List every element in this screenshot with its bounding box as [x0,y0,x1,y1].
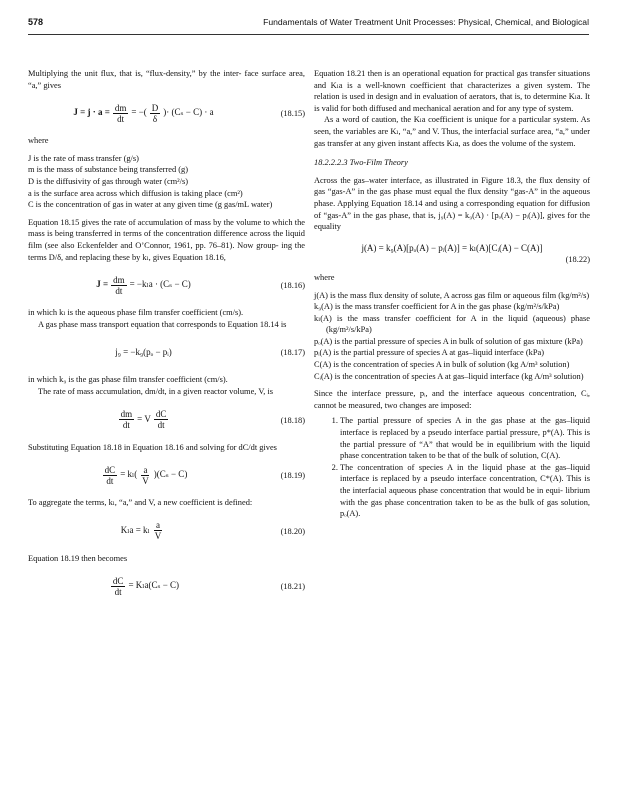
equation-18-18 [28,408,305,432]
eq-num: dm [114,102,127,113]
eq-expression: j₉ = −k₉(pₒ − pᵢ) [115,346,172,357]
definition-list [314,290,590,383]
eq-num: dC [104,464,116,475]
eq-lhs: J = j · a = [73,107,110,118]
paragraph: Equation 18.15 gives the rate of accumulation of mass by the volume to which the mass is being transferred in terms of the concentration difference across the liquid film (see also Eckenfelder and O’Connor, 1961, pp. 76–81). Now group- ing the terms D/δ, and replacing these by kₗ, gives Equation 18.16, [28,217,305,262]
paragraph: Multiplying the unit flux, that is, “flux-density,” by the inter- face surface area, “a,” gives [28,69,305,90]
paragraph: Since the interface pressure, pᵢ, and the interface aqueous concentration, Cᵢ, cannot be measured, two changes are imposed: [314,389,590,410]
list-item: 1. The partial pressure of species A in the gas phase at the gas–liquid interface is replaced by a pseudo interface partial pressure, p*(A). This is the partial pressure of “A” that would be in equilibrium with the liquid phase concentration taken to be that of the bulk of solution, C(A). [340,415,590,461]
equation-18-19: $\frac{dC}{dt}$ = kₗ ( $\frac{a}{V}$ ) (Cₛ − C) (18.19) [104,464,305,486]
equation-number: (18.16) [280,281,305,291]
definition-item: pᵢ(A) is the partial pressure of species A at gas–liquid interface (kPa) [314,348,544,358]
equation-number: (18.17) [280,348,305,358]
where-label: where [314,272,335,282]
paragraph: To aggregate the terms, kₗ, “a,” and V, a new coefficient is defined: [28,498,253,508]
eq-num: D [151,102,159,113]
paragraph: Equation 18.21 then is an operational equation for practical gas transfer situations and Kₗa is a well-known coefficient that characterizes a given system. The relation is used in design and in evaluation of aerators, that is, to determine Kₗa. It is valid for both diffused and mechanical aeration and for any type of system. [314,69,590,113]
eq-num: dm [113,274,125,285]
equation-18-20 [28,519,305,543]
eq-num: dm [120,409,133,419]
definition-item: k₉(A) is the mass transfer coefficient for A in the gas phase (kg/m²/s/kPa) [314,302,560,312]
paragraph: The rate of mass accumulation, dm/dt, in a given reactor volume, V, is [38,386,274,396]
page-header [28,14,589,35]
definition-item: C is the concentration of gas in water at any given time (g gas/mL water) [28,200,273,210]
definition-item: a is the surface area across which diffusion is taking place (cm²) [28,188,243,198]
definition-item: m is the mass of substance being transferred (g) [28,165,189,175]
left-column [28,68,305,608]
eq-rhs: · (Cₛ − C) · a [166,107,214,118]
eq-mid: = V [137,413,151,424]
eq-den: dt [106,475,114,486]
eq-lhs: Kₗa = kₗ [120,524,150,535]
paragraph: A gas phase mass transport equation that corresponds to Equation 18.14 is [38,319,287,329]
eq-num: dC [155,409,167,419]
eq-den: V [142,475,149,486]
paragraph: Across the gas–water interface, as illustrated in Figure 18.3, the flux density of gas “gas-A” in the gas phase must equal the flux density “gas-A” in the aqueous phase. Applying Equation 18.14 and using a corresponding equation for diffusion of “gas-A” in the gas phase, that is, j₉(A) = k₉(A) · [pₒ(A) − pᵢ(A)], gives for the equality [314,175,590,232]
eq-rhs: = −kₗa · (Cₛ − C) [129,279,191,290]
equation-18-16 [28,273,305,297]
paragraph: in which k₉ is the gas phase film transfer coefficient (cm/s). [28,375,228,385]
eq-mid: = − [131,107,144,118]
paragraph: Substituting Equation 18.18 in Equation 18.16 and solving for dC/dt gives [28,442,277,452]
definition-item: pₒ(A) is the partial pressure of species A in bulk of solution of gas mixture (kPa) [314,336,583,346]
equation-number: (18.20) [280,526,305,536]
definition-item: j(A) is the mass flux density of solute, A across gas film or aqueous film (kg/m²/s) [314,290,590,300]
equation-18-17 [28,340,305,364]
eq-lhs: J = [96,279,109,290]
eq-num: a [155,520,160,531]
eq-den: V [154,531,162,542]
section-heading: 18.2.2.2.3 Two-Film Theory [314,158,408,168]
equation-18-15: J = j · a = $\frac{dm}{dt}$ = − ( $\frac{D}{\delta}$ ) · (Cₛ − C) · a (18.15) [73,102,305,124]
eq-den: δ [152,113,158,124]
equation-18-22: j(A) = k₉(A)[pₒ(A) − pᵢ(A)] = kₗ(A)[Cᵢ(A) − C(A)] [361,242,543,253]
equation-18-21 [28,574,305,598]
definition-item: J is the rate of mass transfer (g/s) [28,153,139,163]
definition-item: kₗ(A) is the mass transfer coefficient for A in the liquid (aqueous) phase (kg/m²/s/kPa) [314,313,590,335]
definition-item: Cᵢ(A) is the concentration of species A at gas–liquid interface (kg A/m³ solution) [314,371,584,381]
eq-num: dC [112,575,124,586]
definition-item: C(A) is the concentration of species A in bulk of solution (kg A/m³ solution) [314,360,570,370]
equation-number: (18.21) [280,582,305,592]
page-number: 578 [28,17,44,27]
running-title: Fundamentals of Water Treatment Unit Processes: Physical, Chemical, and Biological [263,17,589,27]
equation-number: (18.15) [280,109,305,119]
where-label: where [28,136,49,146]
eq-mid: = kₗ [120,469,135,480]
definition-item: D is the diffusivity of gas through water (cm²/s) [28,176,189,186]
equation-number: (18.22) [565,255,590,265]
eq-den: dt [117,113,125,124]
right-column [314,68,590,520]
eq-num: a [143,464,148,475]
definition-list [28,153,305,211]
list-item: 2. The concentration of species A in the liquid phase at the gas–liquid interface is replaced by a pseudo interface concentration, C*(A). This is the interfacial aqueous phase concentration that would be in equi- librium with the gas phase concentration taken to be as the bulk of gas solution, pₒ(A). [340,462,590,520]
numbered-list [314,415,590,519]
eq-rhs: (Cₛ − C) [156,469,188,480]
eq-den: dt [122,420,130,430]
eq-rhs: = Kₗa(Cₛ − C) [128,580,180,591]
paragraph: Equation 18.19 then becomes [28,553,128,563]
paragraph: As a word of caution, the Kₗa coefficient is unique for a particular system. As seen, the variables are Kₗ, “a,” and V. Thus, the interfacial surface area, “a,” under gas transfer at any given instant affects Kₗa, as does the volume of the system. [314,115,590,148]
eq-den: dt [114,586,122,597]
paragraph: in which kₗ is the aqueous phase film transfer coefficient (cm/s). [28,308,244,318]
equation-number: (18.19) [280,471,305,481]
eq-den: dt [157,420,165,430]
equation-number: (18.18) [280,415,305,425]
eq-den: dt [115,285,123,296]
